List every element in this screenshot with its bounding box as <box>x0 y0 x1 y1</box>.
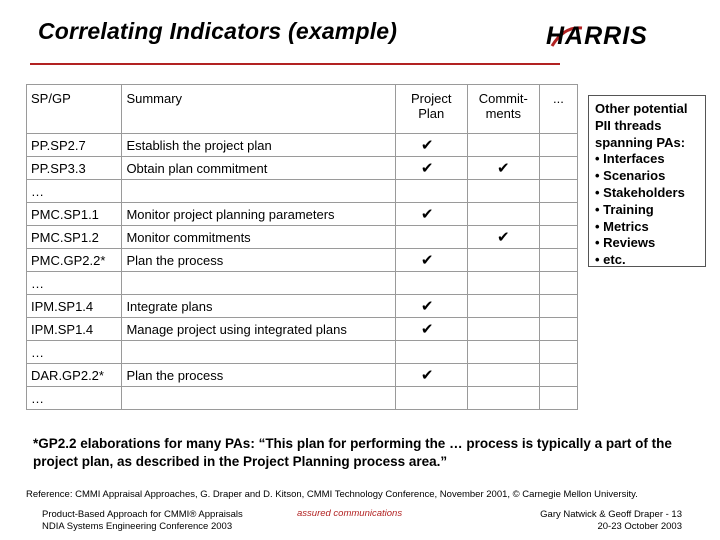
sidebox-list <box>595 151 699 269</box>
row-plan-cell <box>395 364 467 387</box>
footer-left <box>42 509 243 533</box>
header-commitments-label: Commit- ments <box>478 91 528 121</box>
row-commit-cell <box>467 272 539 295</box>
checkmark-icon: ✔ <box>420 297 434 315</box>
table-row <box>27 203 578 226</box>
row-summary: Monitor commitments <box>122 226 395 249</box>
table-row <box>27 157 578 180</box>
table-row <box>27 180 578 203</box>
correlation-table <box>26 84 578 410</box>
checkmark-icon: ✔ <box>420 320 434 338</box>
row-summary <box>122 341 395 364</box>
footer-right <box>540 509 682 533</box>
checkmark-icon: ✔ <box>420 159 434 177</box>
row-plan-cell <box>395 203 467 226</box>
harris-logo: HARRIS <box>546 22 648 50</box>
sidebox-item: • etc. <box>595 252 626 268</box>
row-more-cell <box>539 180 577 203</box>
footer-tagline: assured communications <box>297 508 403 519</box>
header-sp-gp: SP/GP <box>27 85 122 134</box>
table-row <box>27 134 578 157</box>
row-more-cell <box>539 249 577 272</box>
table-row <box>27 318 578 341</box>
row-plan-cell <box>395 341 467 364</box>
sidebox-item: • Scenarios <box>595 168 666 184</box>
table-row <box>27 249 578 272</box>
footer-left-line1: Product-Based Approach for CMMI® Appraisals <box>42 509 243 520</box>
other-threads-box <box>588 95 706 267</box>
row-plan-cell <box>395 249 467 272</box>
header-project-plan <box>395 85 467 134</box>
sidebox-item: • Interfaces <box>595 151 665 167</box>
row-summary: Establish the project plan <box>122 134 395 157</box>
reference-line: Reference: CMMI Appraisal Approaches, G. Draper and D. Kitson, CMMI Technology Conference, November 2001, © Carnegie Mellon University. <box>26 489 638 500</box>
table-row <box>27 341 578 364</box>
row-more-cell <box>539 387 577 410</box>
row-plan-cell <box>395 180 467 203</box>
row-id: PMC.SP1.2 <box>27 226 122 249</box>
row-summary <box>122 387 395 410</box>
row-id: … <box>27 341 122 364</box>
row-more-cell <box>539 272 577 295</box>
footer-left-line2: NDIA Systems Engineering Conference 2003 <box>42 521 233 532</box>
checkmark-icon: ✔ <box>420 205 434 223</box>
row-plan-cell <box>395 134 467 157</box>
checkmark-icon: ✔ <box>420 136 434 154</box>
row-more-cell <box>539 318 577 341</box>
table-row <box>27 272 578 295</box>
row-id: … <box>27 387 122 410</box>
row-summary: Integrate plans <box>122 295 395 318</box>
row-id: PP.SP2.7 <box>27 134 122 157</box>
sidebox-item: • Stakeholders <box>595 184 685 200</box>
checkmark-icon: ✔ <box>420 366 434 384</box>
row-id: … <box>27 180 122 203</box>
sidebox-item: • Metrics <box>595 218 649 234</box>
row-plan-cell <box>395 387 467 410</box>
row-commit-cell <box>467 364 539 387</box>
row-id: … <box>27 272 122 295</box>
row-more-cell <box>539 157 577 180</box>
row-commit-cell <box>467 249 539 272</box>
row-plan-cell <box>395 157 467 180</box>
row-plan-cell <box>395 318 467 341</box>
row-commit-cell <box>467 318 539 341</box>
table-row <box>27 387 578 410</box>
row-more-cell <box>539 203 577 226</box>
row-commit-cell <box>467 295 539 318</box>
row-summary <box>122 272 395 295</box>
row-summary: Obtain plan commitment <box>122 157 395 180</box>
row-commit-cell <box>467 134 539 157</box>
row-id: DAR.GP2.2* <box>27 364 122 387</box>
row-plan-cell <box>395 295 467 318</box>
row-commit-cell <box>467 180 539 203</box>
row-more-cell <box>539 134 577 157</box>
slide-title: Correlating Indicators (example) <box>38 18 398 44</box>
row-id: IPM.SP1.4 <box>27 318 122 341</box>
row-more-cell <box>539 295 577 318</box>
row-summary: Monitor project planning parameters <box>122 203 395 226</box>
row-more-cell <box>539 364 577 387</box>
row-plan-cell <box>395 226 467 249</box>
row-more-cell <box>539 226 577 249</box>
gp22-footnote: *GP2.2 elaborations for many PAs: “This plan for performing the … process is typically a part of the project plan, as described in the Project Planning process area.” <box>33 436 672 469</box>
row-summary: Plan the process <box>122 364 395 387</box>
row-id: IPM.SP1.4 <box>27 295 122 318</box>
footer-right-line2: 20-23 October 2003 <box>597 521 682 532</box>
row-summary <box>122 180 395 203</box>
row-plan-cell <box>395 272 467 295</box>
sidebox-item: • Training <box>595 201 654 217</box>
header-project-plan-label: Project Plan <box>410 91 452 121</box>
checkmark-icon: ✔ <box>420 251 434 269</box>
header-more: ... <box>539 85 577 134</box>
header-commitments <box>467 85 539 134</box>
row-commit-cell <box>467 203 539 226</box>
sidebox-item: • Reviews <box>595 235 656 251</box>
row-commit-cell <box>467 157 539 180</box>
row-more-cell <box>539 341 577 364</box>
row-id: PP.SP3.3 <box>27 157 122 180</box>
checkmark-icon: ✔ <box>496 159 510 177</box>
row-commit-cell <box>467 341 539 364</box>
header-summary: Summary <box>122 85 395 134</box>
table-row <box>27 364 578 387</box>
row-summary: Plan the process <box>122 249 395 272</box>
title-divider <box>30 63 560 65</box>
row-commit-cell <box>467 226 539 249</box>
row-summary: Manage project using integrated plans <box>122 318 395 341</box>
row-id: PMC.SP1.1 <box>27 203 122 226</box>
row-commit-cell <box>467 387 539 410</box>
row-id: PMC.GP2.2* <box>27 249 122 272</box>
table-row <box>27 295 578 318</box>
table-header-row <box>27 85 578 134</box>
checkmark-icon: ✔ <box>496 228 510 246</box>
footer-right-line1: Gary Natwick & Geoff Draper - 13 <box>540 509 682 520</box>
table-row <box>27 226 578 249</box>
sidebox-heading: Other potential PII threads spanning PAs: <box>595 101 688 150</box>
